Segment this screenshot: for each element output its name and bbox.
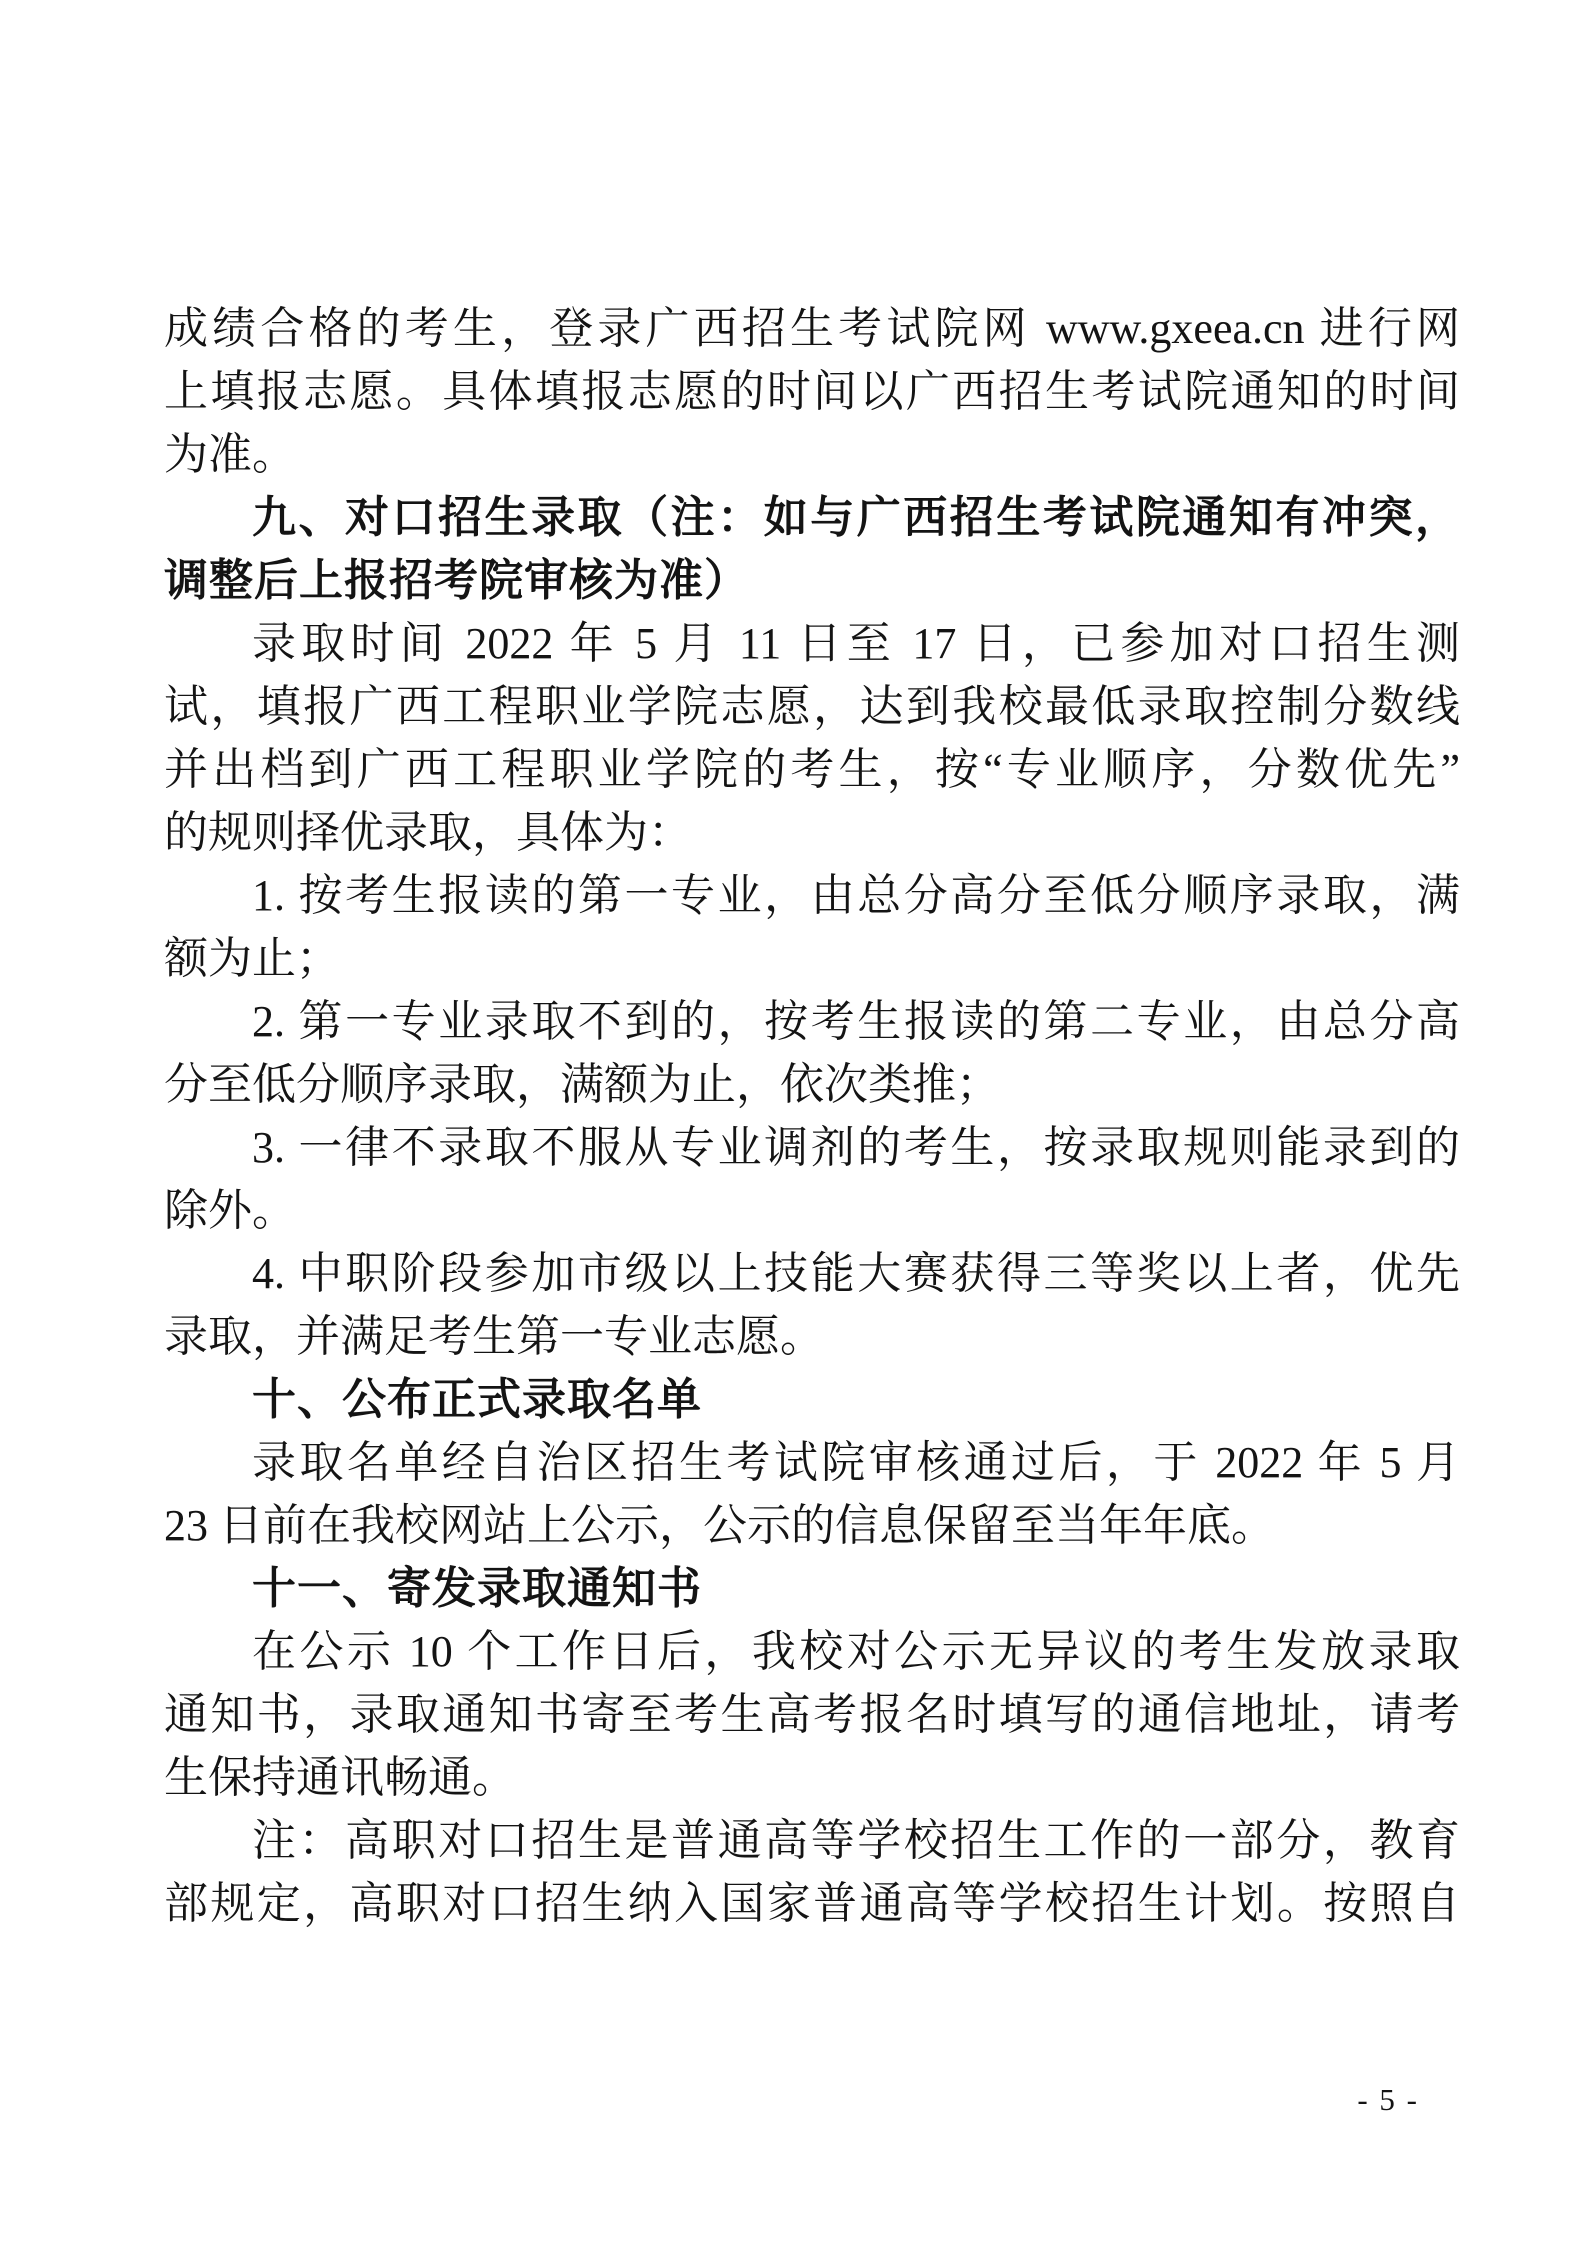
body-text-line: 部规定，高职对口招生纳入国家普通高等学校招生计划。按照自 — [164, 1879, 1460, 1928]
body-text-line: 3. 一律不录取不服从专业调剂的考生，按录取规则能录到的 — [252, 1123, 1460, 1172]
body-text-line: 除外。 — [164, 1186, 296, 1235]
body-text-line: 注：高职对口招生是普通高等学校招生工作的一部分，教育 — [252, 1816, 1460, 1865]
body-text-line: 通知书，录取通知书寄至考生高考报名时填写的通信地址，请考 — [164, 1690, 1460, 1739]
body-text-line: 的规则择优录取，具体为： — [164, 808, 692, 857]
body-text-line: 录取时间 2022 年 5 月 11 日至 17 日，已参加对口招生测 — [252, 619, 1460, 668]
body-text-line: 4. 中职阶段参加市级以上技能大赛获得三等奖以上者，优先 — [252, 1249, 1460, 1298]
body-text-line: 试，填报广西工程职业学院志愿，达到我校最低录取控制分数线 — [164, 682, 1460, 731]
body-text-line: 录取，并满足考生第一专业志愿。 — [164, 1312, 824, 1361]
body-text-line: 生保持通讯畅通。 — [164, 1753, 516, 1802]
section-heading-line: 十、公布正式录取名单 — [252, 1375, 702, 1424]
body-text-line: 额为止； — [164, 934, 340, 983]
section-heading-line: 九、对口招生录取（注：如与广西招生考试院通知有冲突， — [252, 493, 1460, 542]
body-text-line: 为准。 — [164, 430, 296, 479]
text-block — [164, 297, 1460, 1935]
body-text-line: 成绩合格的考生，登录广西招生考试院网 www.gxeea.cn 进行网 — [164, 304, 1460, 353]
body-text-line: 1. 按考生报读的第一专业，由总分高分至低分顺序录取，满 — [252, 871, 1460, 920]
body-text-line: 上填报志愿。具体填报志愿的时间以广西招生考试院通知的时间 — [164, 367, 1460, 416]
body-text-line: 录取名单经自治区招生考试院审核通过后，于 2022 年 5 月 — [252, 1438, 1460, 1487]
page-number: - 5 - — [1357, 2082, 1419, 2117]
body-text-line: 分至低分顺序录取，满额为止，依次类推； — [164, 1060, 1000, 1109]
body-text-line: 并出档到广西工程职业学院的考生，按“专业顺序，分数优先” — [164, 745, 1460, 794]
body-text-line: 在公示 10 个工作日后，我校对公示无异议的考生发放录取 — [252, 1627, 1460, 1676]
section-heading-line: 十一、寄发录取通知书 — [252, 1564, 702, 1613]
body-text-line: 2. 第一专业录取不到的，按考生报读的第二专业，由总分高 — [252, 997, 1460, 1046]
body-text-line: 23 日前在我校网站上公示，公示的信息保留至当年年底。 — [164, 1501, 1275, 1550]
section-heading-line: 调整后上报招考院审核为准） — [164, 556, 749, 605]
